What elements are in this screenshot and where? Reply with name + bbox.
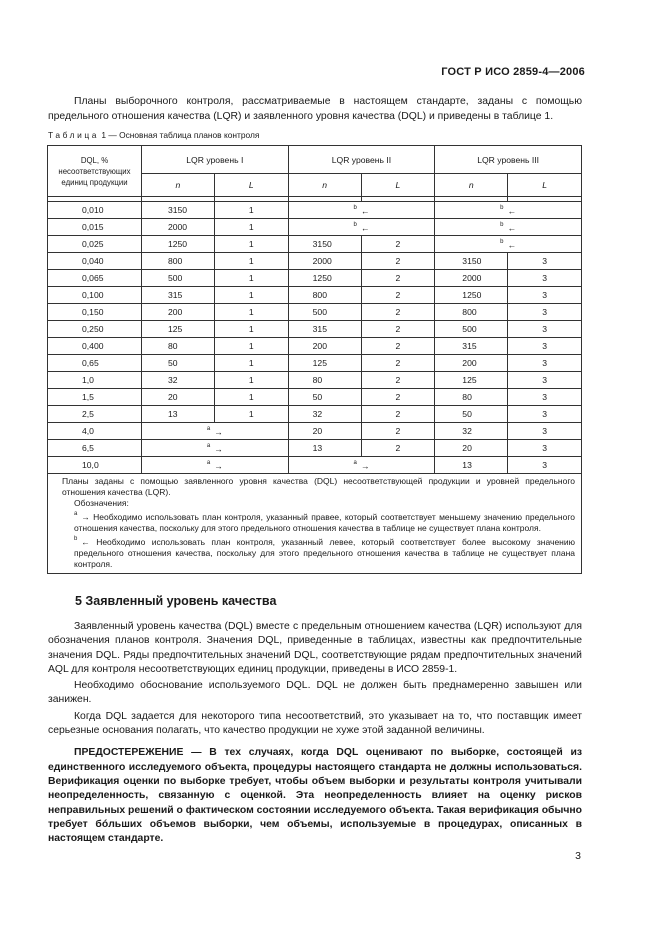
- table-cell: 50: [141, 355, 214, 372]
- table-cell: 1: [214, 321, 288, 338]
- table-cell: 3: [508, 372, 582, 389]
- arrow-left-icon: ←: [507, 222, 517, 233]
- sub-header-L: L: [214, 174, 288, 197]
- table-cell: 1: [214, 287, 288, 304]
- intro-paragraph: [48, 94, 582, 124]
- table-cell: 2: [361, 423, 435, 440]
- table-row: [48, 270, 582, 287]
- table-cell: 13: [141, 406, 214, 423]
- table-cell: 500: [288, 304, 361, 321]
- table-row: [48, 406, 582, 423]
- table-cell: 6,5: [48, 440, 142, 457]
- table-cell: 20: [435, 440, 508, 457]
- table-cell: 800: [435, 304, 508, 321]
- table-cell: 20: [288, 423, 361, 440]
- note-b-text: ← Необходимо использовать план контроля, указанный левее, который соответствует более высокому значению предельного отношения качества, поскольку для этого предельного отношения качества в таблице не существует плана контроля.: [74, 537, 575, 569]
- table-cell: 1250: [288, 270, 361, 287]
- table-cell: 32: [435, 423, 508, 440]
- table-row: [48, 389, 582, 406]
- footnote-mark: b: [500, 221, 504, 228]
- table-cell: 200: [288, 338, 361, 355]
- table-cell: 13: [288, 440, 361, 457]
- table-row: [48, 372, 582, 389]
- warning-paragraph: ПРЕДОСТЕРЕЖЕНИЕ — В тех случаях, когда DQL оценивают по выборке, состоящей из единственного исследуемого объекта, процедуры настоящего стандарта не должны использоваться. Верификация оценки по выборке требует, чтобы объем выборки и результаты контроля учитывали неопределенность, связанную с оценкой. Эта неопределенность влияет на оценку рисков неправильных решений о фактическом состоянии исследуемого объекта. Такая верификация обычно требует бóльших объемов выборки, чем объемы, используемые в процедурах, описанных в настоящем стандарте.: [48, 747, 582, 845]
- table-cell: [435, 236, 582, 253]
- table-cell: 32: [141, 372, 214, 389]
- note-a-text: → Необходимо использовать план контроля, указанный правее, который соответствует меньшему значению предельного отношения качества, поскольку для этого предельного отношения качества в таблице не существует плана контроля.: [74, 512, 575, 533]
- table-row: [48, 321, 582, 338]
- table-cell: 3: [508, 287, 582, 304]
- table-cell: 20: [141, 389, 214, 406]
- table-cell: 800: [141, 253, 214, 270]
- arrow-right-icon: →: [360, 460, 370, 471]
- table-cell: 3150: [435, 253, 508, 270]
- table-caption: [48, 130, 259, 140]
- table-cell: [435, 202, 582, 219]
- table-row: [48, 253, 582, 270]
- table-cell: 3: [508, 355, 582, 372]
- table-cell: 315: [435, 338, 508, 355]
- table-cell: 2000: [141, 219, 214, 236]
- table-cell: 1: [214, 202, 288, 219]
- table-note-a: [62, 509, 575, 534]
- table-cell: 1: [214, 406, 288, 423]
- table-cell: 2: [361, 236, 435, 253]
- arrow-right-icon: →: [214, 443, 223, 454]
- arrow-right-icon: →: [214, 426, 223, 437]
- table-cell: 500: [141, 270, 214, 287]
- table-cell: 1: [214, 355, 288, 372]
- table-row: [48, 287, 582, 304]
- table-cell: 2: [361, 321, 435, 338]
- table-cell: 80: [288, 372, 361, 389]
- table-cell: 315: [288, 321, 361, 338]
- table-notes: [48, 474, 582, 574]
- table-cell: 3: [508, 304, 582, 321]
- note-b-mark: b: [74, 536, 78, 542]
- table-cell: 3: [508, 253, 582, 270]
- body-paragraph: Когда DQL задается для некоторого типа несоответствий, это указывает на то, что поставщик имеет серьезные основания полагать, что качество продукции не хуже этой заданной величины.: [48, 710, 582, 737]
- footnote-mark: b: [500, 238, 504, 245]
- table-cell: 0,100: [48, 287, 142, 304]
- table-cell: 2000: [435, 270, 508, 287]
- section-body: [48, 620, 582, 848]
- body-paragraph: Необходимо обоснование используемого DQL. DQL не должен быть преднамеренно завышен или занижен.: [48, 680, 582, 706]
- footnote-mark: a: [206, 459, 211, 466]
- sub-header-n: n: [141, 174, 214, 197]
- footnote-mark: b: [500, 204, 504, 211]
- table-cell: 3150: [141, 202, 214, 219]
- table-cell: 2: [361, 389, 435, 406]
- table-cell: 3: [508, 321, 582, 338]
- table-cell: [141, 457, 288, 474]
- table-cell: 3: [508, 338, 582, 355]
- footnote-mark: a: [206, 425, 211, 432]
- table-cell: 125: [435, 372, 508, 389]
- table-row: [48, 457, 582, 474]
- table-cell: 1: [214, 270, 288, 287]
- table-cell: 1: [214, 389, 288, 406]
- sub-header-L: L: [508, 174, 582, 197]
- table-cell: 80: [141, 338, 214, 355]
- table-cell: 3: [508, 440, 582, 457]
- table-cell: 50: [288, 389, 361, 406]
- sampling-plans-table: [47, 145, 582, 574]
- table-cell: 0,400: [48, 338, 142, 355]
- table-cell: 1: [214, 372, 288, 389]
- table-caption-number: 1: [101, 130, 107, 140]
- table-cell: 1: [214, 304, 288, 321]
- table-caption-label: Таблица: [48, 130, 100, 140]
- table-cell: 3: [508, 389, 582, 406]
- note-a-mark: a: [74, 511, 78, 517]
- table-cell: 500: [435, 321, 508, 338]
- table-cell: [141, 423, 288, 440]
- table-note-main: Планы заданы с помощью заявленного уровня качества (DQL) несоответствующей продукции и уровней предельного отношения качества (LQR).: [62, 476, 575, 497]
- arrow-left-icon: ←: [360, 205, 370, 216]
- table-cell: 2: [361, 287, 435, 304]
- table-cell: 50: [435, 406, 508, 423]
- table-cell: [435, 219, 582, 236]
- lqr-level-3-header: LQR уровень III: [435, 146, 582, 174]
- table-cell: 125: [141, 321, 214, 338]
- table-row: [48, 423, 582, 440]
- table-cell: [288, 219, 435, 236]
- table-cell: 1: [214, 236, 288, 253]
- footnote-mark: a: [353, 459, 357, 466]
- arrow-left-icon: ←: [507, 205, 517, 216]
- footnote-mark: b: [353, 204, 357, 211]
- table-caption-title: — Основная таблица планов контроля: [106, 130, 260, 140]
- table-row: [48, 202, 582, 219]
- table-cell: [141, 440, 288, 457]
- table-cell: 1: [214, 219, 288, 236]
- table-cell: 2: [361, 304, 435, 321]
- table-cell: 80: [435, 389, 508, 406]
- page-number: 3: [575, 850, 581, 862]
- lqr-level-2-header: LQR уровень II: [288, 146, 435, 174]
- table-body: [48, 197, 582, 474]
- table-cell: 2: [361, 253, 435, 270]
- sub-header-n: n: [288, 174, 361, 197]
- table-cell: 10,0: [48, 457, 142, 474]
- table-cell: 0,025: [48, 236, 142, 253]
- table-note-legend: Обозначения:: [74, 498, 129, 508]
- table-cell: 1: [214, 338, 288, 355]
- table-cell: 2: [361, 372, 435, 389]
- table-cell: 2: [361, 338, 435, 355]
- document-header: ГОСТ Р ИСО 2859-4—2006: [441, 66, 585, 78]
- table-cell: 0,150: [48, 304, 142, 321]
- table-row: [48, 440, 582, 457]
- dql-column-header: DQL, % несоответствующих единиц продукции: [48, 146, 142, 197]
- table-cell: [288, 202, 435, 219]
- table-cell: 0,015: [48, 219, 142, 236]
- table-cell: 4,0: [48, 423, 142, 440]
- footnote-mark: b: [353, 221, 357, 228]
- table-cell: 1250: [141, 236, 214, 253]
- arrow-left-icon: ←: [507, 239, 517, 250]
- table-cell: 800: [288, 287, 361, 304]
- table-cell: 125: [288, 355, 361, 372]
- table-cell: 2000: [288, 253, 361, 270]
- table-cell: [288, 457, 435, 474]
- table-cell: 200: [435, 355, 508, 372]
- table-cell: 1,0: [48, 372, 142, 389]
- table-cell: 0,65: [48, 355, 142, 372]
- table-cell: 0,250: [48, 321, 142, 338]
- intro-text: Планы выборочного контроля, рассматриваемые в настоящем стандарте, заданы с помощью предельного отношения качества (LQR) и заявленного уровня качества (DQL) и приведены в таблице 1.: [48, 96, 582, 122]
- table-cell: 0,065: [48, 270, 142, 287]
- table-row: [48, 236, 582, 253]
- table-row: [48, 304, 582, 321]
- table-cell: 1250: [435, 287, 508, 304]
- table-cell: 3150: [288, 236, 361, 253]
- arrow-right-icon: →: [214, 460, 223, 471]
- lqr-level-1-header: LQR уровень I: [141, 146, 288, 174]
- table-row: [48, 355, 582, 372]
- table-cell: 200: [141, 304, 214, 321]
- sub-header-n: n: [435, 174, 508, 197]
- table-cell: 2,5: [48, 406, 142, 423]
- table-cell: 32: [288, 406, 361, 423]
- table-cell: 2: [361, 406, 435, 423]
- arrow-left-icon: ←: [360, 222, 370, 233]
- table-cell: 3: [508, 423, 582, 440]
- table-cell: 13: [435, 457, 508, 474]
- table-row: [48, 219, 582, 236]
- section-title: 5 Заявленный уровень качества: [75, 594, 277, 608]
- table-cell: 2: [361, 270, 435, 287]
- table-row: [48, 338, 582, 355]
- table-cell: 315: [141, 287, 214, 304]
- table-cell: 3: [508, 457, 582, 474]
- table-cell: 1: [214, 253, 288, 270]
- table-cell: 0,040: [48, 253, 142, 270]
- table-cell: 3: [508, 270, 582, 287]
- table-cell: 0,010: [48, 202, 142, 219]
- table-cell: 2: [361, 355, 435, 372]
- table-cell: 2: [361, 440, 435, 457]
- body-paragraph: Заявленный уровень качества (DQL) вместе с предельным отношением качества (LQR) используют для обозначения планов контроля. Значения DQL, приведенные в таблицах, известны как предпочтительные значения DQL. Ряды предпочтительных значений DQL, соответствующие рядам предпочтительных значений AQL для контроля несоответствующих единиц продукции, приведены в ИСО 2859-1.: [48, 621, 582, 675]
- table-cell: 1,5: [48, 389, 142, 406]
- sub-header-L: L: [361, 174, 435, 197]
- table-cell: 3: [508, 406, 582, 423]
- table-note-b: [62, 534, 575, 570]
- footnote-mark: a: [206, 442, 211, 449]
